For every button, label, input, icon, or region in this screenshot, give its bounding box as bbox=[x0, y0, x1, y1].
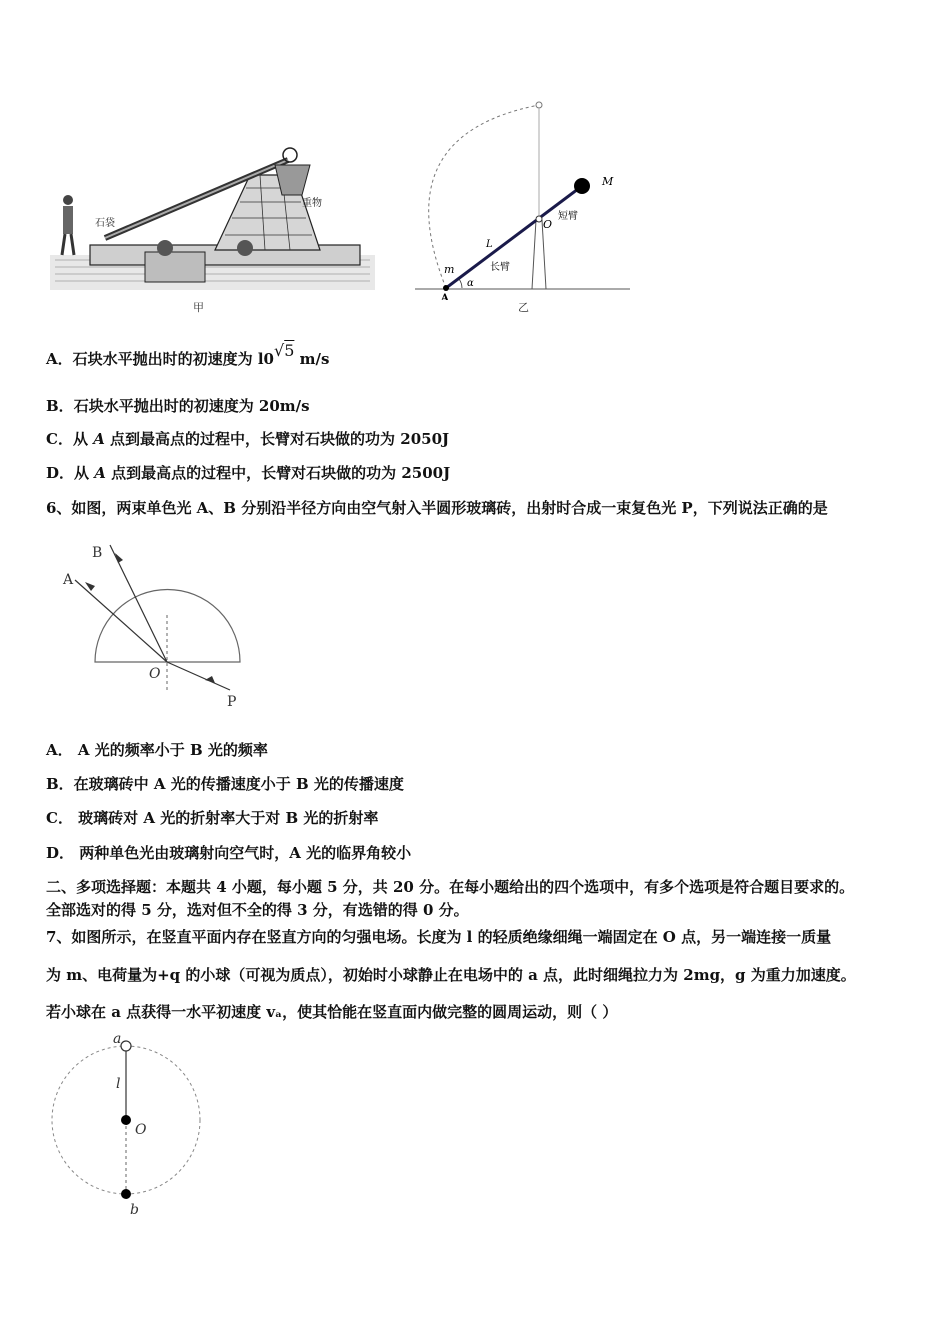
catapult-geometry bbox=[410, 95, 635, 300]
catapult-diagram bbox=[410, 95, 635, 300]
label-m: m bbox=[444, 263, 455, 276]
catapult-drawing bbox=[50, 140, 375, 295]
label-O: O bbox=[543, 218, 553, 231]
figure-caption-right: 乙 bbox=[518, 301, 529, 314]
q6-option-a: A． A 光的频率小于 B 光的频率 bbox=[46, 741, 268, 759]
label-L: L bbox=[486, 239, 493, 250]
section2-line1: 二、多项选择题：本题共 4 小题，每小题 5 分，共 20 分。在每小题给出的四个选项中，有多个选项是符合题目要求的。 bbox=[46, 878, 855, 896]
option-letter: B． bbox=[46, 397, 74, 415]
point-label: A bbox=[94, 464, 106, 482]
q6-option-c: C． 玻璃砖对 A 光的折射率大于对 B 光的折射率 bbox=[46, 809, 379, 827]
ray-label-A: A bbox=[63, 572, 74, 588]
ray-label-B: B bbox=[92, 545, 103, 561]
q7-figure bbox=[45, 1030, 215, 1220]
point-label-a: a bbox=[113, 1031, 122, 1047]
ray-label-P: P bbox=[227, 694, 237, 710]
q6-option-b: B．在玻璃砖中 A 光的传播速度小于 B 光的传播速度 bbox=[46, 775, 404, 793]
long-arm-label: 长臂 bbox=[490, 262, 510, 273]
short-arm-label: 短臂 bbox=[558, 211, 578, 222]
figure-caption-left: 甲 bbox=[193, 301, 204, 314]
radicand: 5 bbox=[284, 341, 295, 360]
option-letter: A． bbox=[46, 350, 73, 368]
option-unit: m/s bbox=[299, 350, 330, 368]
length-label-l: l bbox=[116, 1076, 121, 1092]
label-M: M bbox=[602, 175, 614, 188]
option-text: 点到最高点的过程中，长臂对石块做的功为 2500J bbox=[105, 464, 451, 482]
q6-stem: 6、如图，两束单色光 A、B 分别沿半径方向由空气射入半圆形玻璃砖，出射时合成一束复色光 P，下列说法正确的是 bbox=[46, 499, 828, 517]
center-label-O: O bbox=[135, 1122, 147, 1138]
option-letter: C． bbox=[46, 430, 73, 448]
q6-option-d: D． 两种单色光由玻璃射向空气时，A 光的临界角较小 bbox=[46, 844, 412, 862]
q7-line3: 若小球在 a 点获得一水平初速度 vₐ，使其恰能在竖直面内做完整的圆周运动，则（ ） bbox=[46, 1003, 618, 1021]
option-text: 点到最高点的过程中，长臂对石块做的功为 2050J bbox=[104, 430, 450, 448]
weight-label: 重物 bbox=[302, 198, 322, 209]
q5-option-c bbox=[46, 429, 449, 449]
circle-motion-diagram bbox=[45, 1030, 215, 1220]
option-text: 石块水平抛出时的初速度为 l0 bbox=[72, 350, 274, 368]
label-alpha: α bbox=[467, 278, 474, 289]
q5-option-d bbox=[46, 463, 450, 483]
point-label-b: b bbox=[130, 1202, 139, 1218]
q6-figure bbox=[55, 530, 255, 715]
stone-bag-label: 石袋 bbox=[95, 218, 115, 229]
option-text: 石块水平抛出时的初速度为 20m/s bbox=[73, 397, 310, 415]
q5-option-b bbox=[46, 396, 310, 416]
q7-line2: 为 m、电荷量为+q 的小球（可视为质点），初始时小球静止在电场中的 a 点，此时细绳拉力为 2mg，g 为重力加速度。 bbox=[46, 966, 856, 984]
option-letter: D． bbox=[46, 464, 75, 482]
label-A: A bbox=[441, 293, 449, 300]
option-text: 从 bbox=[72, 430, 94, 448]
center-label-O: O bbox=[149, 666, 161, 682]
point-label: A bbox=[93, 430, 105, 448]
catapult-illustration bbox=[50, 140, 375, 295]
section2-line2: 全部选对的得 5 分，选对但不全的得 3 分，有选错的得 0 分。 bbox=[46, 901, 469, 919]
q5-option-a bbox=[46, 341, 330, 369]
semicircle-glass-diagram bbox=[55, 530, 255, 715]
option-text: 从 bbox=[74, 464, 95, 482]
sqrt-expression: √5 bbox=[274, 341, 295, 360]
q7-line1: 7、如图所示，在竖直平面内存在竖直方向的匀强电场。长度为 l 的轻质绝缘细绳一端固定在 O 点，另一端连接一质量 bbox=[46, 928, 832, 946]
